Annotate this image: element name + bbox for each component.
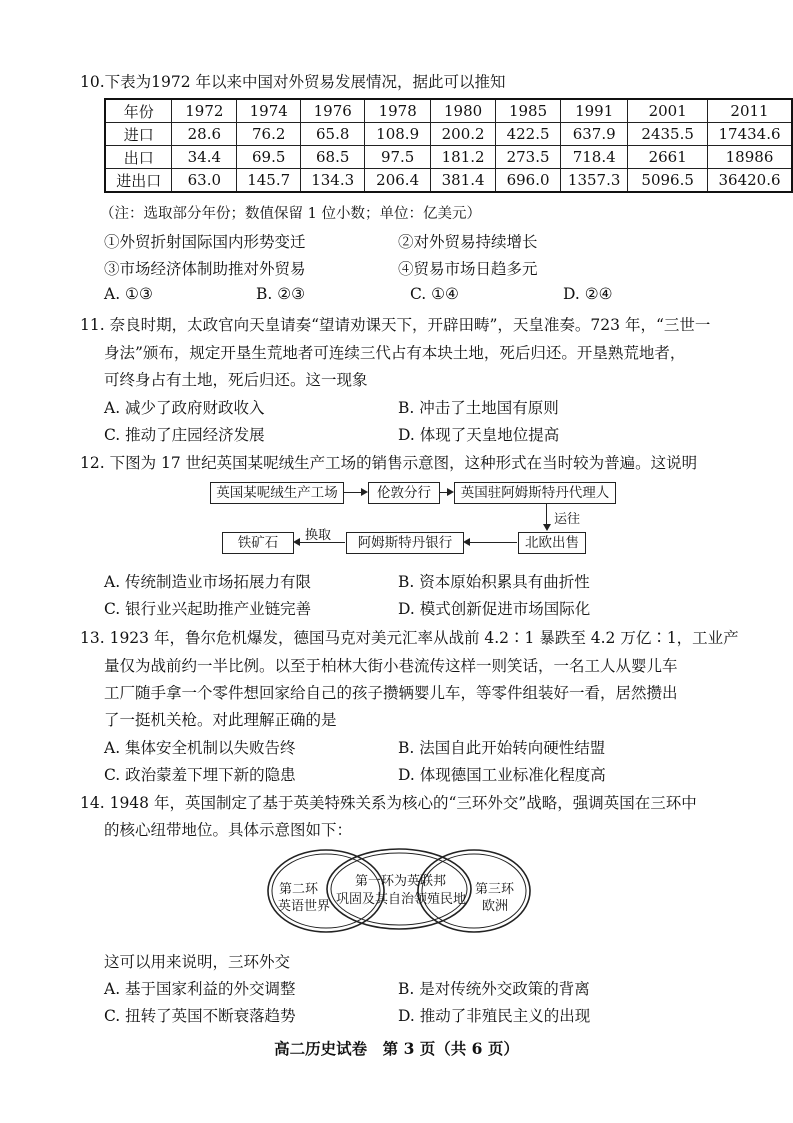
flow-box-agent: 英国驻阿姆斯特丹代理人: [454, 482, 616, 504]
table-cell: 97.5: [365, 146, 431, 169]
table-cell: 2001: [628, 99, 708, 123]
ring-left-label-2: 英语世界: [278, 899, 331, 914]
q11-option-a[interactable]: A. 减少了政府财政收入: [104, 399, 265, 417]
table-cell: 134.3: [301, 169, 365, 193]
table-cell: 422.5: [496, 123, 561, 146]
table-cell: 273.5: [496, 146, 561, 169]
arrowhead-icon: [463, 538, 470, 546]
q13-option-b[interactable]: B. 法国自此开始转向硬性结盟: [398, 739, 606, 757]
flow-box-north-europe: 北欧出售: [518, 532, 586, 554]
q11-line-3: 可终身占有土地，死后归还。这一现象: [104, 371, 368, 389]
q13-option-a[interactable]: A. 集体安全机制以失败告终: [104, 739, 296, 757]
table-cell: 1974: [237, 99, 301, 123]
table-cell: 1357.3: [561, 169, 628, 193]
q11-line-2: 身法”颁布，规定开垦生荒地者可连续三代占有本块土地，死后归还。开垦熟荒地者，: [104, 344, 686, 362]
q14-line-1: 14. 1948 年，英国制定了基于英美特殊关系为核心的“三环外交”战略，强调英国在三环中: [80, 794, 697, 812]
flow-box-iron-ore: 铁矿石: [222, 532, 294, 554]
q14-line-2: 的核心纽带地位。具体示意图如下：: [104, 821, 353, 839]
q10-option-d[interactable]: D. ②④: [563, 285, 613, 303]
table-cell: 出口: [105, 146, 172, 169]
ring-center-label-1: 第一环为英联邦: [355, 874, 447, 889]
table-cell: 76.2: [237, 123, 301, 146]
table-cell: 1985: [496, 99, 561, 123]
ring-center-label-2: 巩固及其自治领殖民地: [336, 892, 467, 907]
table-cell: 65.8: [301, 123, 365, 146]
q11-line-1: 11. 奈良时期，太政官向天皇请奏“望请劝课天下，开辟田畴”，天皇准奏。723 年，“三世一: [80, 316, 711, 334]
table-row: [105, 169, 792, 193]
q10-item-1: ①外贸折射国际国内形势变迁: [104, 233, 306, 251]
table-cell: 145.7: [237, 169, 301, 193]
q13-option-c[interactable]: C. 政治蒙羞下埋下新的隐患: [104, 766, 296, 784]
q14-option-c[interactable]: C. 扭转了英国不断衰落趋势: [104, 1007, 296, 1025]
table-cell: 17434.6: [708, 123, 793, 146]
arrowhead-icon: [361, 488, 368, 496]
q10-option-a[interactable]: A. ①③: [104, 285, 153, 303]
q12-option-d[interactable]: D. 模式创新促进市场国际化: [398, 600, 591, 618]
label-shipped: 运往: [554, 512, 581, 527]
q13-line-3: 工厂随手拿一个零件想回家给自己的孩子攒辆婴儿车，等零件组装好一看，居然攒出: [104, 684, 678, 702]
q14-option-a[interactable]: A. 基于国家利益的外交调整: [104, 980, 296, 998]
table-row: [105, 146, 792, 169]
table-cell: 2661: [628, 146, 708, 169]
q10-option-c[interactable]: C. ①④: [410, 285, 459, 303]
table-cell: 5096.5: [628, 169, 708, 193]
table-cell: 696.0: [496, 169, 561, 193]
table-cell: 1976: [301, 99, 365, 123]
q11-option-c[interactable]: C. 推动了庄园经济发展: [104, 426, 265, 444]
ring-left-label-1: 第二环: [279, 882, 319, 897]
table-cell: 1972: [172, 99, 237, 123]
ring-right-label-1: 第三环: [475, 882, 515, 897]
q10-note: （注：选取部分年份；数值保留 1 位小数；单位：亿美元）: [100, 206, 481, 222]
flow-box-factory: 英国某呢绒生产工场: [210, 482, 344, 504]
table-cell: 28.6: [172, 123, 237, 146]
q12-option-b[interactable]: B. 资本原始积累具有曲折性: [398, 573, 590, 591]
table-header-row: [105, 99, 792, 123]
table-cell: 2011: [708, 99, 793, 123]
q13-line-4: 了一挺机关枪。对此理解正确的是: [104, 711, 337, 729]
table-cell: 18986: [708, 146, 793, 169]
table-cell: 63.0: [172, 169, 237, 193]
table-cell: 1980: [431, 99, 496, 123]
table-cell: 1991: [561, 99, 628, 123]
ring-right-label-2: 欧洲: [482, 899, 509, 914]
q10-item-4: ④贸易市场日趋多元: [398, 260, 538, 278]
arrowhead-icon: [447, 488, 454, 496]
table-cell: 206.4: [365, 169, 431, 193]
label-exchange: 换取: [305, 528, 332, 543]
table-row: [105, 123, 792, 146]
table-cell: 年份: [105, 99, 172, 123]
q10-option-b[interactable]: B. ②③: [256, 285, 306, 303]
table-cell: 69.5: [237, 146, 301, 169]
table-cell: 718.4: [561, 146, 628, 169]
q14-after: 这可以用来说明，三环外交: [104, 953, 291, 971]
arrowhead-icon: [293, 538, 300, 546]
q12-option-a[interactable]: A. 传统制造业市场拓展力有限: [104, 573, 312, 591]
table-cell: 181.2: [431, 146, 496, 169]
flow-box-london: 伦敦分行: [368, 482, 440, 504]
q13-line-1: 13. 1923 年，鲁尔危机爆发，德国马克对美元汇率从战前 4.2∶1 暴跌至 4.2 万亿∶1，工业产: [80, 629, 739, 647]
arrow-left-icon: [470, 542, 517, 543]
q12-option-c[interactable]: C. 银行业兴起助推产业链完善: [104, 600, 312, 618]
table-cell: 108.9: [365, 123, 431, 146]
table-cell: 进出口: [105, 169, 172, 193]
q13-line-2: 量仅为战前约一半比例。以至于柏林大街小巷流传这样一则笑话，一名工人从婴儿车: [104, 657, 678, 675]
page-footer: 高二历史试卷 第 3 页（共 6 页）: [274, 1039, 519, 1058]
flow-box-amsterdam-bank: 阿姆斯特丹银行: [346, 532, 464, 554]
table-cell: 进口: [105, 123, 172, 146]
table-cell: 637.9: [561, 123, 628, 146]
q10-item-2: ②对外贸易持续增长: [398, 233, 538, 251]
q11-option-d[interactable]: D. 体现了天皇地位提高: [398, 426, 560, 444]
q10-item-3: ③市场经济体制助推对外贸易: [104, 260, 306, 278]
table-cell: 2435.5: [628, 123, 708, 146]
q12-stem: 12. 下图为 17 世纪英国某呢绒生产工场的销售示意图，这种形式在当时较为普遍。这说明: [80, 454, 698, 472]
table-cell: 200.2: [431, 123, 496, 146]
q14-option-b[interactable]: B. 是对传统外交政策的背离: [398, 980, 590, 998]
trade-table: [104, 98, 793, 193]
table-cell: 381.4: [431, 169, 496, 193]
table-cell: 1978: [365, 99, 431, 123]
table-cell: 36420.6: [708, 169, 793, 193]
q14-option-d[interactable]: D. 推动了非殖民主义的出现: [398, 1007, 591, 1025]
table-cell: 34.4: [172, 146, 237, 169]
table-cell: 68.5: [301, 146, 365, 169]
q11-option-b[interactable]: B. 冲击了土地国有原则: [398, 399, 559, 417]
q13-option-d[interactable]: D. 体现德国工业标准化程度高: [398, 766, 606, 784]
arrowhead-icon: [543, 524, 551, 531]
q10-stem: 10.下表为1972 年以来中国对外贸易发展情况，据此可以推知: [80, 73, 506, 91]
